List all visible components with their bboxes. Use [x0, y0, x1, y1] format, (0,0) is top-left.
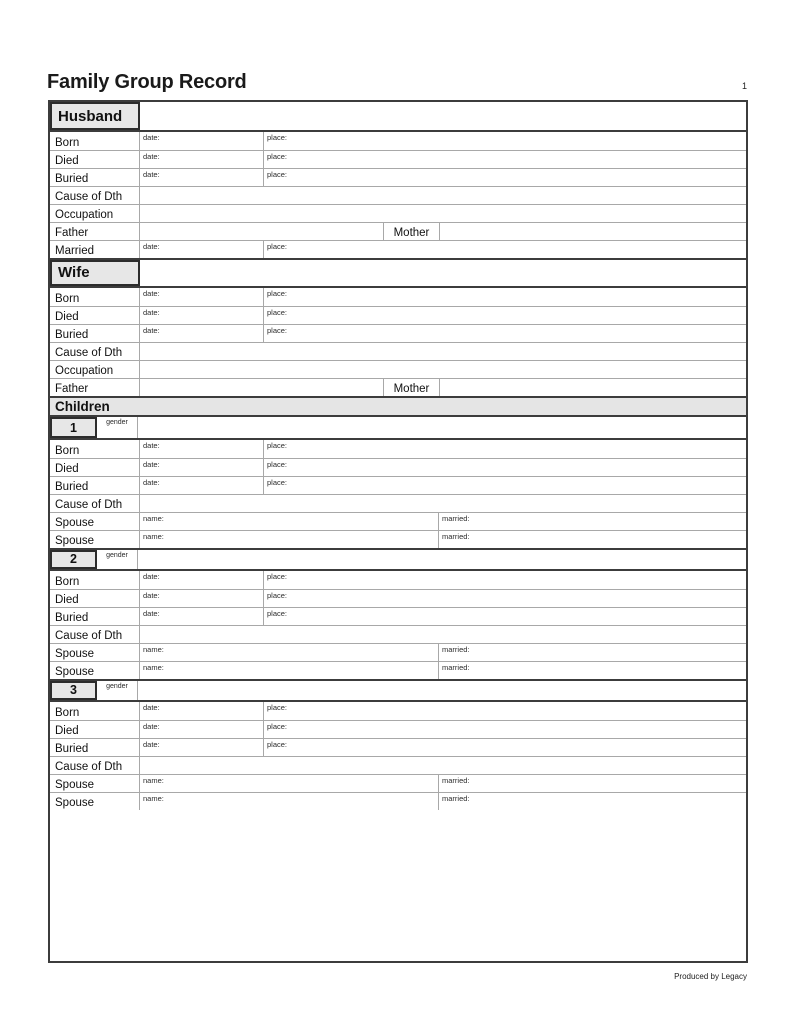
married-sublabel: married:	[442, 532, 470, 541]
place-sublabel: place:	[267, 326, 288, 335]
row-label: Cause of Dth	[50, 495, 140, 512]
husband-name-field	[140, 102, 746, 130]
place-field	[264, 151, 746, 168]
spouse-name-field	[140, 644, 439, 661]
children-row-spouse	[50, 512, 746, 530]
value-field	[140, 495, 746, 512]
place-field	[264, 571, 746, 589]
date-field	[140, 608, 264, 625]
row-label: Spouse	[50, 662, 140, 679]
child-number: 2	[50, 550, 97, 569]
row-label: Spouse	[50, 644, 140, 661]
child-name-field	[138, 681, 746, 700]
date-sublabel: date:	[143, 289, 160, 298]
value-field	[140, 205, 746, 222]
date-field	[140, 440, 264, 458]
spouse-married-field	[439, 644, 746, 661]
children-row-buried	[50, 738, 746, 756]
date-sublabel: date:	[143, 609, 160, 618]
row-label: Buried	[50, 325, 140, 342]
row-label: Spouse	[50, 793, 140, 810]
husband-row-married	[50, 240, 746, 258]
value-field	[140, 757, 746, 774]
row-label: Died	[50, 721, 140, 738]
child-1-header-row	[50, 417, 746, 440]
row-label: Buried	[50, 608, 140, 625]
children-row-spouse	[50, 792, 746, 810]
date-sublabel: date:	[143, 441, 160, 450]
page-number: 1	[741, 81, 747, 91]
row-label: Cause of Dth	[50, 626, 140, 643]
place-sublabel: place:	[267, 703, 288, 712]
children-row-died	[50, 589, 746, 607]
wife-row-buried	[50, 324, 746, 342]
husband-row-father	[50, 222, 746, 240]
wife-row-father	[50, 378, 746, 396]
date-field	[140, 151, 264, 168]
row-label: Died	[50, 307, 140, 324]
married-sublabel: married:	[442, 663, 470, 672]
spouse-name-field	[140, 775, 439, 792]
children-row-cause-of-dth	[50, 625, 746, 643]
child-name-field	[138, 417, 746, 438]
spouse-married-field	[439, 531, 746, 548]
spouse-name-field	[140, 531, 439, 548]
father-name-field	[140, 223, 384, 240]
spouse-married-field	[439, 793, 746, 810]
date-field	[140, 169, 264, 186]
date-sublabel: date:	[143, 740, 160, 749]
row-label: Buried	[50, 477, 140, 494]
children-row-died	[50, 458, 746, 476]
gender-label: gender	[97, 681, 138, 700]
wife-section-header: Wife	[50, 260, 140, 286]
place-field	[264, 702, 746, 720]
date-sublabel: date:	[143, 242, 160, 251]
row-label: Father	[50, 223, 140, 240]
date-field	[140, 325, 264, 342]
spouse-married-field	[439, 513, 746, 530]
married-sublabel: married:	[442, 514, 470, 523]
spouse-married-field	[439, 662, 746, 679]
row-label: Married	[50, 241, 140, 258]
date-sublabel: date:	[143, 326, 160, 335]
row-label: Spouse	[50, 775, 140, 792]
children-row-born	[50, 440, 746, 458]
child-name-field	[138, 550, 746, 569]
date-field	[140, 721, 264, 738]
husband-row-cause-of-dth	[50, 186, 746, 204]
date-field	[140, 241, 264, 258]
blank-area	[50, 810, 746, 961]
date-field	[140, 739, 264, 756]
date-sublabel: date:	[143, 722, 160, 731]
name-sublabel: name:	[143, 663, 164, 672]
child-number: 3	[50, 681, 97, 700]
place-field	[264, 440, 746, 458]
married-sublabel: married:	[442, 776, 470, 785]
place-sublabel: place:	[267, 478, 288, 487]
place-sublabel: place:	[267, 572, 288, 581]
husband-row-died	[50, 150, 746, 168]
place-field	[264, 132, 746, 150]
place-field	[264, 608, 746, 625]
date-field	[140, 702, 264, 720]
row-label: Cause of Dth	[50, 757, 140, 774]
children-row-buried	[50, 476, 746, 494]
place-sublabel: place:	[267, 441, 288, 450]
row-label: Father	[50, 379, 140, 396]
footer-credit: Produced by Legacy	[674, 972, 747, 981]
place-field	[264, 721, 746, 738]
date-sublabel: date:	[143, 133, 160, 142]
mother-name-field	[440, 223, 746, 240]
date-field	[140, 459, 264, 476]
married-sublabel: married:	[442, 645, 470, 654]
row-label: Born	[50, 702, 140, 720]
value-field	[140, 626, 746, 643]
date-sublabel: date:	[143, 591, 160, 600]
name-sublabel: name:	[143, 645, 164, 654]
row-label: Buried	[50, 739, 140, 756]
child-3-header-row	[50, 679, 746, 702]
row-label: Born	[50, 132, 140, 150]
name-sublabel: name:	[143, 794, 164, 803]
row-label: Spouse	[50, 513, 140, 530]
place-sublabel: place:	[267, 133, 288, 142]
date-sublabel: date:	[143, 152, 160, 161]
mother-label: Mother	[384, 223, 440, 240]
husband-row-born	[50, 132, 746, 150]
name-sublabel: name:	[143, 514, 164, 523]
married-sublabel: married:	[442, 794, 470, 803]
row-label: Died	[50, 151, 140, 168]
place-field	[264, 288, 746, 306]
date-sublabel: date:	[143, 308, 160, 317]
spouse-name-field	[140, 662, 439, 679]
wife-section-header-row	[50, 258, 746, 288]
children-row-born	[50, 571, 746, 589]
row-label: Buried	[50, 169, 140, 186]
place-sublabel: place:	[267, 289, 288, 298]
row-label: Born	[50, 571, 140, 589]
child-2-header-row	[50, 548, 746, 571]
gender-label: gender	[97, 550, 138, 569]
value-field	[140, 361, 746, 378]
children-row-buried	[50, 607, 746, 625]
place-field	[264, 459, 746, 476]
row-label: Occupation	[50, 361, 140, 378]
place-field	[264, 241, 746, 258]
date-sublabel: date:	[143, 478, 160, 487]
name-sublabel: name:	[143, 532, 164, 541]
row-label: Cause of Dth	[50, 187, 140, 204]
row-label: Died	[50, 590, 140, 607]
row-label: Cause of Dth	[50, 343, 140, 360]
name-sublabel: name:	[143, 776, 164, 785]
place-sublabel: place:	[267, 609, 288, 618]
place-sublabel: place:	[267, 740, 288, 749]
spouse-name-field	[140, 793, 439, 810]
husband-row-buried	[50, 168, 746, 186]
row-label: Died	[50, 459, 140, 476]
place-sublabel: place:	[267, 722, 288, 731]
children-row-spouse	[50, 643, 746, 661]
place-sublabel: place:	[267, 170, 288, 179]
father-name-field	[140, 379, 384, 396]
spouse-married-field	[439, 775, 746, 792]
family-group-record-form	[48, 100, 748, 963]
row-label: Spouse	[50, 531, 140, 548]
husband-section-header-row	[50, 102, 746, 132]
page-title: Family Group Record	[47, 71, 247, 93]
place-sublabel: place:	[267, 308, 288, 317]
children-row-died	[50, 720, 746, 738]
date-field	[140, 590, 264, 607]
children-row-cause-of-dth	[50, 756, 746, 774]
date-sublabel: date:	[143, 460, 160, 469]
children-row-cause-of-dth	[50, 494, 746, 512]
wife-row-occupation	[50, 360, 746, 378]
children-row-spouse	[50, 530, 746, 548]
place-sublabel: place:	[267, 460, 288, 469]
date-field	[140, 571, 264, 589]
place-field	[264, 739, 746, 756]
children-section-header: Children	[50, 396, 746, 417]
spouse-name-field	[140, 513, 439, 530]
row-label: Occupation	[50, 205, 140, 222]
row-label: Born	[50, 288, 140, 306]
date-field	[140, 288, 264, 306]
row-label: Born	[50, 440, 140, 458]
mother-name-field	[440, 379, 746, 396]
husband-section-header: Husband	[50, 102, 140, 130]
place-sublabel: place:	[267, 152, 288, 161]
place-field	[264, 477, 746, 494]
husband-row-occupation	[50, 204, 746, 222]
date-sublabel: date:	[143, 703, 160, 712]
wife-row-born	[50, 288, 746, 306]
value-field	[140, 343, 746, 360]
wife-row-died	[50, 306, 746, 324]
children-row-spouse	[50, 661, 746, 679]
date-field	[140, 477, 264, 494]
gender-label: gender	[97, 417, 138, 438]
place-field	[264, 169, 746, 186]
place-field	[264, 590, 746, 607]
child-number: 1	[50, 417, 97, 438]
children-row-born	[50, 702, 746, 720]
place-field	[264, 325, 746, 342]
date-field	[140, 132, 264, 150]
value-field	[140, 187, 746, 204]
wife-name-field	[140, 260, 746, 286]
place-sublabel: place:	[267, 242, 288, 251]
mother-label: Mother	[384, 379, 440, 396]
place-sublabel: place:	[267, 591, 288, 600]
date-sublabel: date:	[143, 572, 160, 581]
wife-row-cause-of-dth	[50, 342, 746, 360]
date-field	[140, 307, 264, 324]
children-row-spouse	[50, 774, 746, 792]
place-field	[264, 307, 746, 324]
date-sublabel: date:	[143, 170, 160, 179]
